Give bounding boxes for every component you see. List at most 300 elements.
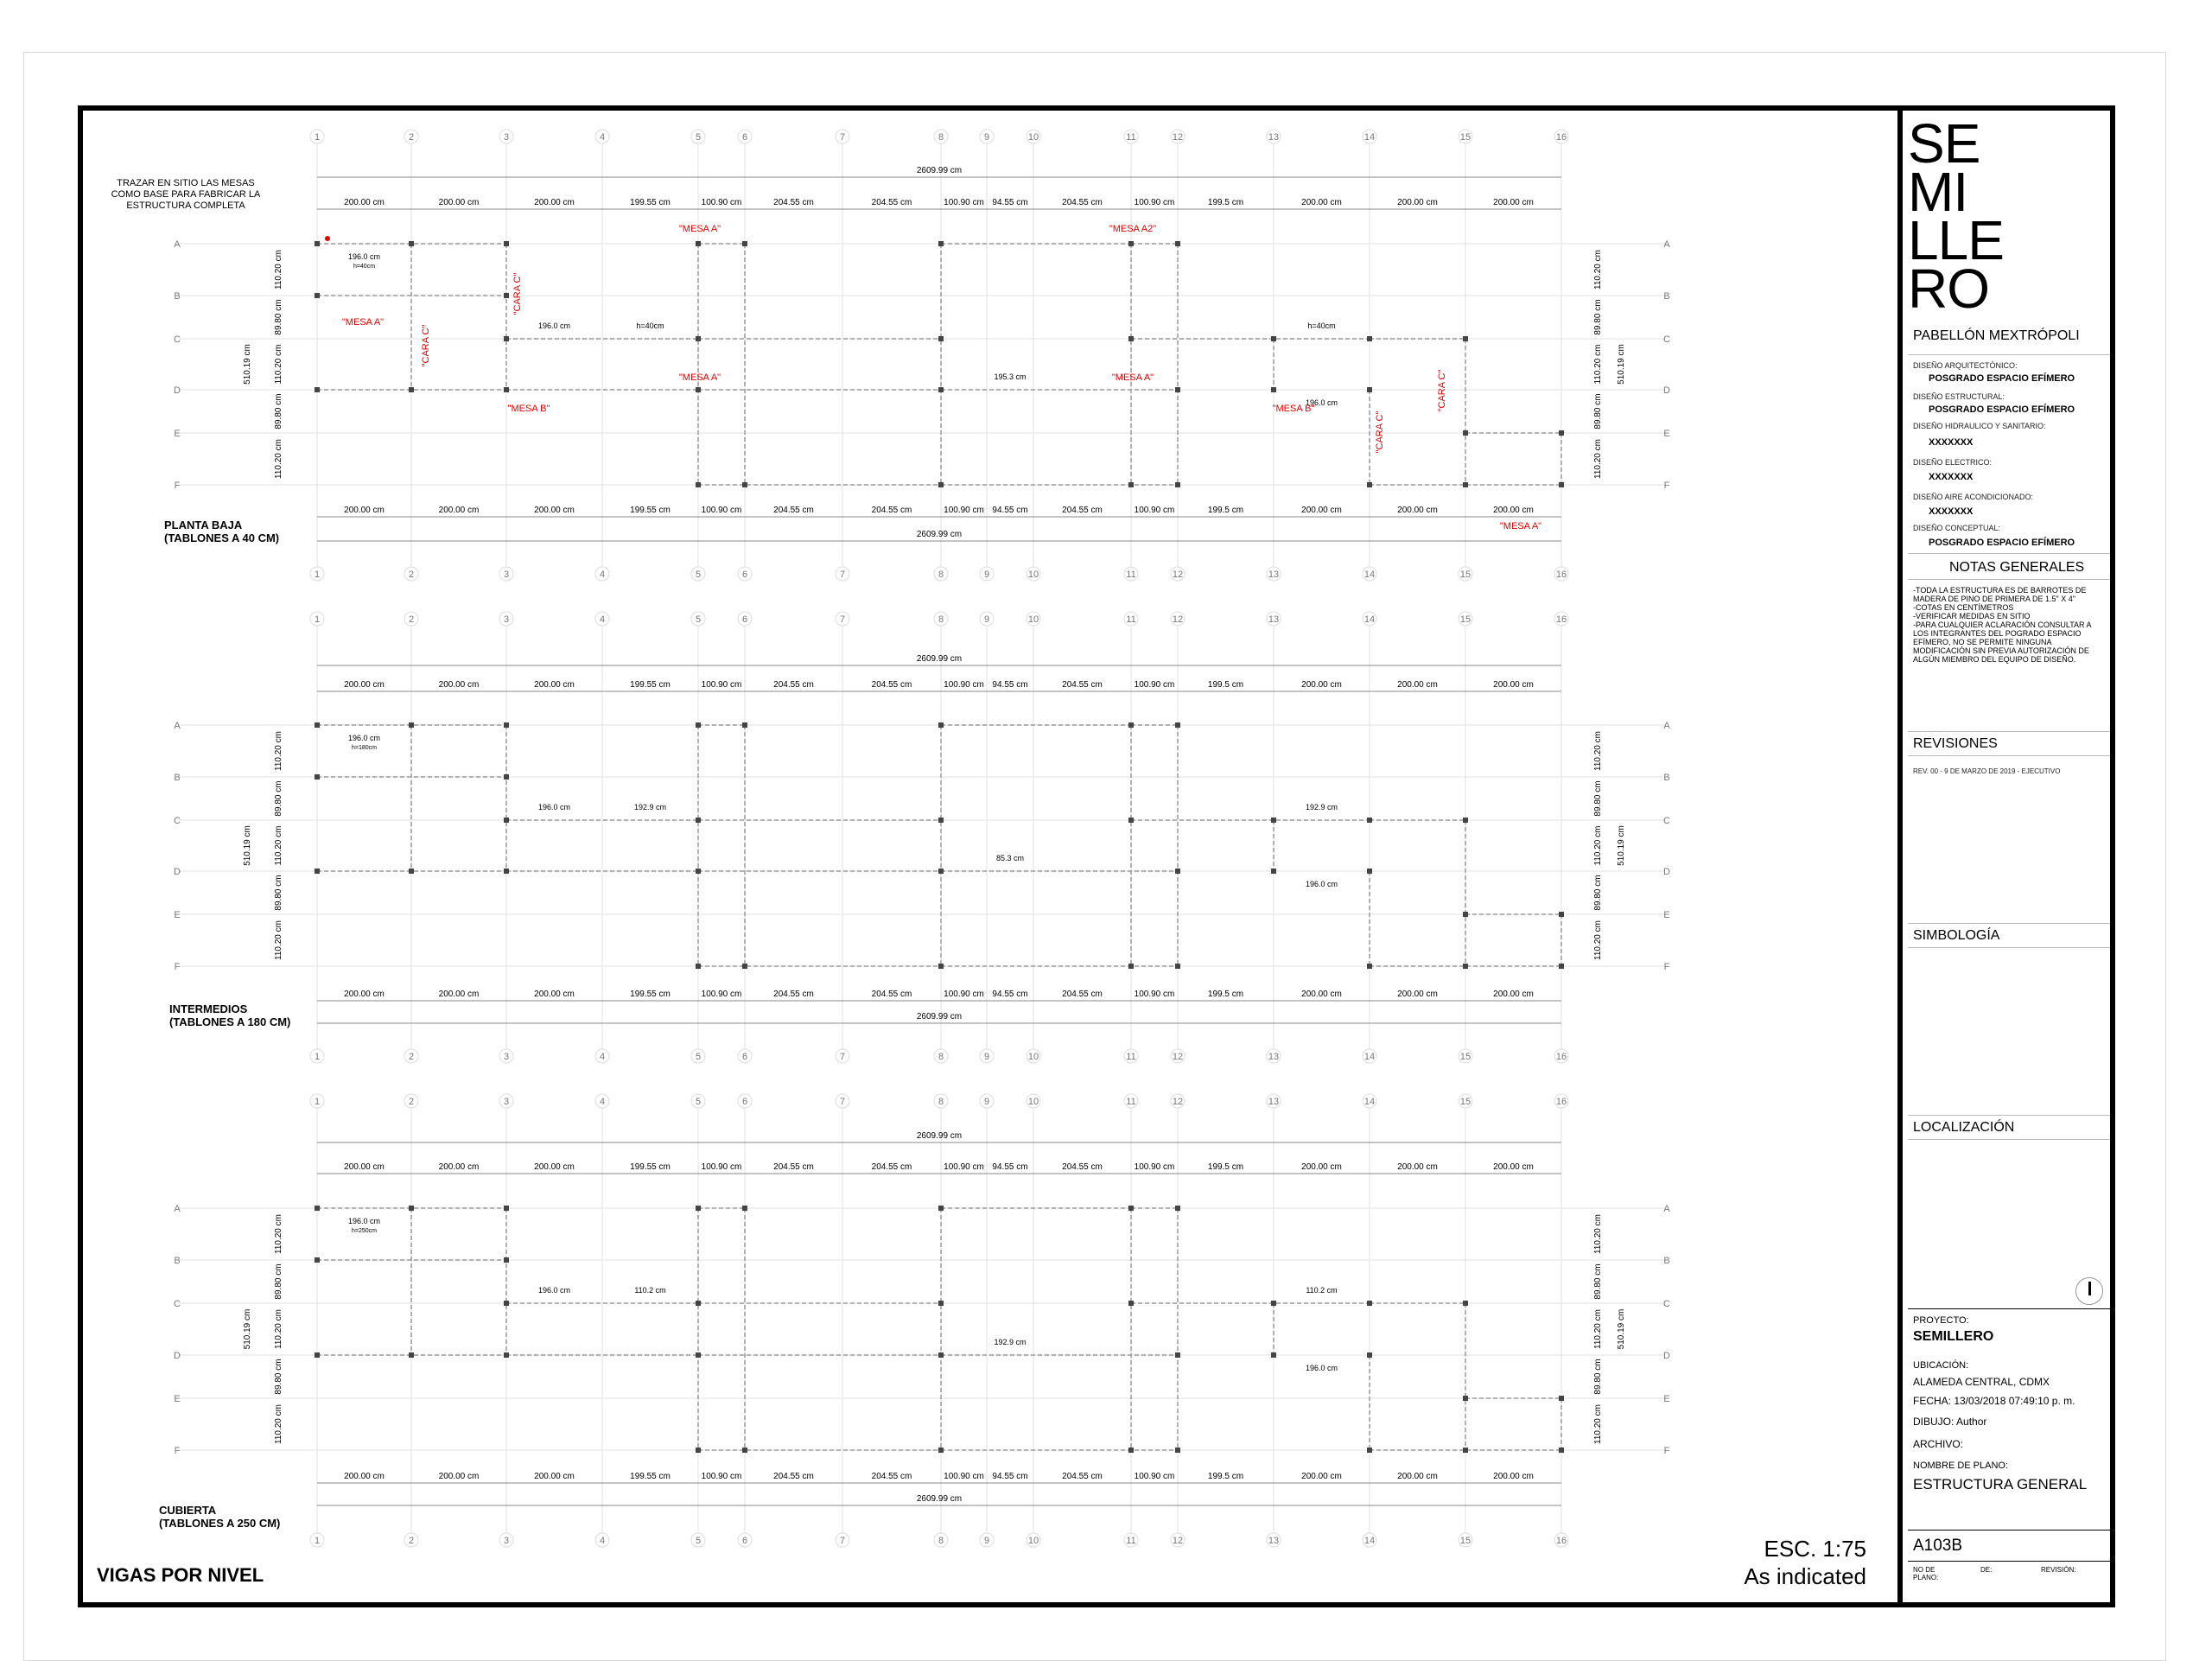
title-block bbox=[1897, 111, 2110, 1602]
grid-bubble-label: C bbox=[1663, 816, 1670, 826]
joint-marker bbox=[1463, 818, 1468, 823]
project-label: PROYECTO: bbox=[1913, 1315, 1969, 1326]
general-notes: -TODA LA ESTRUCTURA ES DE BARROTES DE MADERA DE PINO DE PRIMERA DE 1.5" X 4" -COTAS EN CENTÍMETROS -VERIFICAR MEDIDAS EN SITIO -PARA CUALQUIER ACLARACIÓN CONSULTAR A LOS INTEGRANTES DEL POGRADO ESPACIO EFÍMERO, NO SE PERMITE NINGUNA MODIFICACIÓN SIN PREVIA AUTORIZACIÓN DE ALGÚN MIEMBRO DEL EQUIPO DE DISEÑO. bbox=[1913, 586, 2092, 664]
grid-bubble-label: 10 bbox=[1027, 570, 1039, 580]
grid-bubble-label: B bbox=[1663, 1256, 1670, 1266]
row-spacing-label: 110.20 cm bbox=[274, 825, 283, 866]
grid-bubble-label: 11 bbox=[1126, 1052, 1136, 1062]
grid-bubble-label: 12 bbox=[1172, 132, 1184, 143]
grid-bubble-label: 9 bbox=[983, 614, 990, 625]
grid-bubble-label: 9 bbox=[983, 570, 990, 580]
beam-length-label: 196.0 cm bbox=[347, 252, 381, 261]
grid-bubble-label: 9 bbox=[983, 1536, 990, 1546]
grid-bubble-label: 2 bbox=[408, 1052, 415, 1062]
joint-marker bbox=[409, 1206, 414, 1211]
scale-label: ESC. 1:75 As indicated bbox=[1744, 1536, 1866, 1589]
grid-bubble-label: 5 bbox=[695, 1097, 702, 1107]
grid-bubble-label: 7 bbox=[839, 1097, 846, 1107]
footer-label: DE: bbox=[1980, 1566, 1993, 1574]
beam-length-label: 192.9 cm bbox=[633, 803, 667, 811]
row-spacing-label: 110.20 cm bbox=[274, 731, 283, 771]
grid-bubble-label: 4 bbox=[599, 570, 606, 580]
grid-bubble-label: D bbox=[1663, 385, 1670, 396]
credit-label: DISEÑO ELECTRICO: bbox=[1913, 458, 1993, 467]
plan-name-label: NOMBRE DE PLANO: bbox=[1913, 1461, 2009, 1471]
beam-length-label: 85.3 cm bbox=[995, 854, 1025, 862]
beam-length-label: 110.2 cm bbox=[634, 1286, 666, 1295]
joint-marker bbox=[1175, 964, 1180, 969]
grid-bubble-label: 3 bbox=[503, 1097, 510, 1107]
spacing-label: 199.55 cm bbox=[630, 990, 671, 999]
grid-bubble-label: 14 bbox=[1363, 132, 1376, 143]
beam-length-label: 196.0 cm bbox=[537, 803, 571, 811]
grid-bubble-label: 13 bbox=[1268, 1097, 1280, 1107]
grid-bubble-label: 14 bbox=[1363, 614, 1376, 625]
spacing-label: 100.90 cm bbox=[701, 680, 742, 690]
joint-marker bbox=[1271, 387, 1276, 392]
grid-bubble-label: 1 bbox=[314, 132, 321, 143]
revision-entry: REV. 00 - 9 DE MARZO DE 2019 - EJECUTIVO bbox=[1913, 767, 2061, 775]
credit-value: POSGRADO ESPACIO EFÍMERO bbox=[1929, 538, 2075, 548]
spacing-label: 200.00 cm bbox=[438, 198, 480, 207]
grid-bubble-label: 4 bbox=[599, 1536, 606, 1546]
grid-bubble-label: 12 bbox=[1172, 570, 1184, 580]
grid-bubble-label: 9 bbox=[983, 1097, 990, 1107]
row-spacing-label: 110.20 cm bbox=[274, 920, 283, 960]
grid-bubble-label: 16 bbox=[1555, 132, 1567, 143]
joint-marker bbox=[504, 1206, 509, 1211]
project-name: SEMILLERO bbox=[1913, 1329, 1994, 1344]
joint-marker bbox=[1175, 1352, 1180, 1358]
joint-marker bbox=[1367, 1352, 1372, 1358]
joint-marker bbox=[938, 869, 944, 874]
joint-marker bbox=[504, 1301, 509, 1306]
spacing-label: 200.00 cm bbox=[1301, 506, 1342, 515]
beam-length-label: 196.0 cm bbox=[1305, 1364, 1338, 1372]
joint-marker bbox=[1128, 482, 1134, 487]
table-label: "MESA B" bbox=[507, 404, 550, 414]
grid-bubble-label: 11 bbox=[1126, 1536, 1136, 1546]
grid-bubble-label: F bbox=[174, 962, 181, 972]
spacing-label: 200.00 cm bbox=[1301, 1472, 1342, 1481]
joint-marker bbox=[409, 869, 414, 874]
grid-bubble-label: 4 bbox=[599, 1097, 606, 1107]
joint-marker bbox=[696, 1448, 701, 1453]
table-label: "MESA A" bbox=[1111, 372, 1154, 383]
grid-bubble-label: 4 bbox=[599, 614, 606, 625]
joint-marker bbox=[1463, 430, 1468, 436]
grid-bubble-label: 13 bbox=[1268, 570, 1280, 580]
joint-marker bbox=[1271, 818, 1276, 823]
grid-bubble-label: 9 bbox=[983, 132, 990, 143]
spacing-label: 94.55 cm bbox=[992, 1472, 1028, 1481]
joint-marker bbox=[1559, 1448, 1564, 1453]
grid-bubble-label: A bbox=[174, 721, 181, 731]
grid-bubble-label: 10 bbox=[1027, 1052, 1039, 1062]
spacing-label: 199.55 cm bbox=[630, 1162, 671, 1172]
spacing-label: 94.55 cm bbox=[992, 198, 1028, 207]
joint-marker bbox=[742, 722, 747, 728]
grid-bubble-label: C bbox=[1663, 334, 1670, 345]
spacing-label: 100.90 cm bbox=[1134, 990, 1175, 999]
joint-marker bbox=[315, 722, 320, 728]
joint-marker bbox=[938, 482, 944, 487]
spacing-label: 200.00 cm bbox=[534, 198, 575, 207]
spacing-label: 204.55 cm bbox=[1062, 506, 1103, 515]
grid-bubble-label: 5 bbox=[695, 570, 702, 580]
row-spacing-label: 89.80 cm bbox=[274, 1359, 283, 1395]
spacing-label: 100.90 cm bbox=[944, 1472, 984, 1481]
spacing-label: 204.55 cm bbox=[871, 680, 912, 690]
joint-marker bbox=[1559, 482, 1564, 487]
joint-marker bbox=[938, 241, 944, 246]
location-value: ALAMEDA CENTRAL, CDMX bbox=[1913, 1376, 2050, 1388]
plan-title-roof: CUBIERTA (TABLONES A 250 CM) bbox=[159, 1504, 281, 1530]
footer-label: NO DE PLANO: bbox=[1913, 1566, 1939, 1581]
grid-bubble-label: B bbox=[174, 291, 181, 302]
spacing-label: 200.00 cm bbox=[1397, 1162, 1438, 1172]
grid-bubble-label: 12 bbox=[1172, 1052, 1184, 1062]
spacing-label: 204.55 cm bbox=[871, 1472, 912, 1481]
spacing-label: 199.5 cm bbox=[1207, 680, 1244, 690]
revisions-title: REVISIONES bbox=[1913, 736, 1998, 751]
grid-bubble-label: 3 bbox=[503, 132, 510, 143]
credit-label: DISEÑO ARQUITECTÓNICO: bbox=[1913, 361, 2018, 370]
beam-length-label: 192.9 cm bbox=[1305, 803, 1338, 811]
joint-marker bbox=[315, 1352, 320, 1358]
grid-bubble-label: B bbox=[174, 773, 181, 783]
grid-bubble-label: E bbox=[1663, 1394, 1670, 1404]
row-spacing-label: 89.80 cm bbox=[1593, 875, 1603, 911]
grid-bubble-label: 4 bbox=[599, 1052, 606, 1062]
spacing-label: 200.00 cm bbox=[1301, 680, 1342, 690]
spacing-label: 199.55 cm bbox=[630, 198, 671, 207]
spacing-label: 204.55 cm bbox=[871, 990, 912, 999]
row-spacing-label: 110.20 cm bbox=[1593, 920, 1603, 960]
joint-marker bbox=[938, 722, 944, 728]
sheet-number: A103B bbox=[1913, 1537, 1963, 1555]
spacing-label: 204.55 cm bbox=[1062, 680, 1103, 690]
grid-bubble-label: 8 bbox=[938, 1536, 944, 1546]
grid-bubble-label: 8 bbox=[938, 614, 944, 625]
joint-marker bbox=[1175, 869, 1180, 874]
spacing-label: 100.90 cm bbox=[1134, 198, 1175, 207]
logo: SE MI LLE RO bbox=[1908, 112, 2004, 320]
spacing-label: 199.5 cm bbox=[1207, 990, 1244, 999]
spacing-label: 100.90 cm bbox=[701, 198, 742, 207]
grid-bubble-label: 8 bbox=[938, 1052, 944, 1062]
beam-length-label: 196.0 cm bbox=[347, 734, 381, 742]
joint-marker bbox=[742, 1448, 747, 1453]
joint-marker bbox=[696, 241, 701, 246]
spacing-label: 200.00 cm bbox=[1493, 1162, 1534, 1172]
joint-marker bbox=[504, 1257, 509, 1263]
joint-marker bbox=[1271, 1352, 1276, 1358]
grid-bubble-label: 5 bbox=[695, 1536, 702, 1546]
grid-bubble-label: 5 bbox=[695, 1052, 702, 1062]
joint-marker bbox=[504, 293, 509, 298]
total-depth-label: 510.19 cm bbox=[243, 825, 252, 866]
table-label: "MESA A" bbox=[1499, 521, 1542, 531]
joint-marker bbox=[742, 1206, 747, 1211]
joint-marker bbox=[1175, 1448, 1180, 1453]
spacing-label: 199.55 cm bbox=[630, 506, 671, 515]
grid-bubble-label: 7 bbox=[839, 1052, 846, 1062]
grid-bubble-label: A bbox=[1663, 1204, 1670, 1214]
spacing-label: 100.90 cm bbox=[1134, 506, 1175, 515]
row-spacing-label: 110.20 cm bbox=[1593, 344, 1603, 385]
spacing-label: 200.00 cm bbox=[438, 1472, 480, 1481]
joint-marker bbox=[742, 241, 747, 246]
grid-bubble-label: 6 bbox=[741, 614, 748, 625]
grid-bubble-label: 11 bbox=[1126, 132, 1136, 143]
grid-bubble-label: 12 bbox=[1172, 614, 1184, 625]
north-arrow-icon bbox=[2075, 1277, 2103, 1305]
location-title: LOCALIZACIÓN bbox=[1913, 1120, 2015, 1135]
row-spacing-label: 110.20 cm bbox=[1593, 250, 1603, 290]
joint-marker bbox=[1463, 964, 1468, 969]
spacing-label: 199.5 cm bbox=[1207, 198, 1244, 207]
joint-marker bbox=[315, 1206, 320, 1211]
grid-bubble-label: 7 bbox=[839, 614, 846, 625]
row-spacing-label: 110.20 cm bbox=[274, 1309, 283, 1349]
spacing-label: 200.00 cm bbox=[1397, 198, 1438, 207]
joint-marker bbox=[1128, 722, 1134, 728]
spacing-label: 200.00 cm bbox=[534, 506, 575, 515]
spacing-label: 200.00 cm bbox=[344, 506, 385, 515]
grid-bubble-label: D bbox=[174, 1351, 181, 1361]
joint-marker bbox=[409, 387, 414, 392]
joint-marker bbox=[1463, 912, 1468, 917]
beam-length-label: h=40cm bbox=[1307, 321, 1336, 330]
spacing-label: 100.90 cm bbox=[944, 198, 984, 207]
spacing-label: 100.90 cm bbox=[1134, 680, 1175, 690]
credit-label: DISEÑO CONCEPTUAL: bbox=[1913, 524, 2001, 532]
joint-marker bbox=[315, 387, 320, 392]
spacing-label: 204.55 cm bbox=[1062, 1162, 1103, 1172]
grid-bubble-label: E bbox=[174, 429, 181, 439]
joint-marker bbox=[315, 1257, 320, 1263]
spacing-label: 200.00 cm bbox=[438, 990, 480, 999]
joint-marker bbox=[1128, 1301, 1134, 1306]
spacing-label: 200.00 cm bbox=[438, 506, 480, 515]
spacing-label: 199.5 cm bbox=[1207, 1162, 1244, 1172]
spacing-label: 204.55 cm bbox=[773, 1472, 814, 1481]
date-value: FECHA: 13/03/2018 07:49:10 p. m. bbox=[1913, 1395, 2075, 1407]
plan-name: ESTRUCTURA GENERAL bbox=[1913, 1476, 2088, 1492]
row-spacing-label: 110.20 cm bbox=[274, 1404, 283, 1444]
grid-bubble-label: 10 bbox=[1027, 614, 1039, 625]
joint-marker bbox=[504, 336, 509, 341]
file-label: ARCHIVO: bbox=[1913, 1438, 1964, 1450]
spacing-label: 100.90 cm bbox=[944, 506, 984, 515]
joint-marker bbox=[409, 722, 414, 728]
grid-bubble-label: E bbox=[174, 1394, 181, 1404]
spacing-label: 200.00 cm bbox=[1493, 506, 1534, 515]
joint-marker bbox=[938, 1448, 944, 1453]
joint-marker bbox=[1463, 482, 1468, 487]
beam-length-label: 196.0 cm bbox=[1305, 880, 1338, 888]
joint-marker bbox=[1271, 1301, 1276, 1306]
grid-bubble-label: E bbox=[1663, 429, 1670, 439]
joint-marker bbox=[1128, 964, 1134, 969]
joint-marker bbox=[938, 964, 944, 969]
grid-bubble-label: A bbox=[1663, 721, 1670, 731]
spacing-label: 94.55 cm bbox=[992, 1162, 1028, 1172]
spacing-label: 94.55 cm bbox=[992, 506, 1028, 515]
row-spacing-label: 89.80 cm bbox=[274, 299, 283, 335]
symbology-title: SIMBOLOGÍA bbox=[1913, 928, 2000, 943]
grid-bubble-label: 15 bbox=[1459, 1052, 1471, 1062]
total-length-label: 2609.99 cm bbox=[916, 1012, 963, 1021]
grid-bubble-label: 6 bbox=[741, 1097, 748, 1107]
grid-bubble-label: F bbox=[174, 1446, 181, 1456]
grid-bubble-label: F bbox=[1663, 962, 1670, 972]
grid-bubble-label: 16 bbox=[1555, 1097, 1567, 1107]
spacing-label: 200.00 cm bbox=[1493, 680, 1534, 690]
grid-bubble-label: 2 bbox=[408, 614, 415, 625]
spacing-label: 200.00 cm bbox=[1397, 1472, 1438, 1481]
joint-marker bbox=[315, 774, 320, 780]
grid-bubble-label: 3 bbox=[503, 1536, 510, 1546]
spacing-label: 200.00 cm bbox=[1301, 1162, 1342, 1172]
row-spacing-label: 110.20 cm bbox=[274, 250, 283, 290]
spacing-label: 100.90 cm bbox=[944, 990, 984, 999]
joint-marker bbox=[504, 869, 509, 874]
beam-length-label: 196.0 cm bbox=[347, 1217, 381, 1225]
spacing-label: 204.55 cm bbox=[871, 1162, 912, 1172]
row-spacing-label: 110.20 cm bbox=[1593, 825, 1603, 866]
grid-bubble-label: C bbox=[1663, 1299, 1670, 1309]
grid-bubble-label: 15 bbox=[1459, 614, 1471, 625]
table-label: "MESA B" bbox=[1272, 404, 1315, 414]
joint-marker bbox=[1128, 1448, 1134, 1453]
grid-bubble-label: 2 bbox=[408, 132, 415, 143]
spacing-label: 199.5 cm bbox=[1207, 506, 1244, 515]
grid-bubble-label: 10 bbox=[1027, 1536, 1039, 1546]
spacing-label: 200.00 cm bbox=[344, 1472, 385, 1481]
spacing-label: 200.00 cm bbox=[438, 1162, 480, 1172]
joint-marker bbox=[1559, 1396, 1564, 1401]
joint-marker bbox=[1559, 430, 1564, 436]
joint-marker bbox=[696, 336, 701, 341]
spacing-label: 204.55 cm bbox=[871, 506, 912, 515]
grid-bubble-label: 10 bbox=[1027, 1097, 1039, 1107]
grid-bubble-label: 15 bbox=[1459, 1536, 1471, 1546]
joint-marker bbox=[1367, 964, 1372, 969]
origin-marker-icon bbox=[325, 236, 330, 241]
row-spacing-label: 89.80 cm bbox=[1593, 393, 1603, 430]
spacing-label: 204.55 cm bbox=[773, 1162, 814, 1172]
joint-marker bbox=[696, 1206, 701, 1211]
plan-title-ground: PLANTA BAJA (TABLONES A 40 CM) bbox=[164, 519, 280, 544]
table-label: "CARA C" bbox=[1375, 410, 1385, 454]
table-label: "MESA A" bbox=[678, 372, 721, 383]
spacing-label: 200.00 cm bbox=[1301, 990, 1342, 999]
total-length-label: 2609.99 cm bbox=[916, 166, 963, 175]
spacing-label: 100.90 cm bbox=[701, 1162, 742, 1172]
spacing-label: 199.55 cm bbox=[630, 680, 671, 690]
spacing-label: 204.55 cm bbox=[773, 506, 814, 515]
beam-length-label: 196.0 cm bbox=[1305, 398, 1338, 407]
grid-bubble-label: B bbox=[1663, 773, 1670, 783]
grid-bubble-label: D bbox=[1663, 867, 1670, 877]
grid-bubble-label: 12 bbox=[1172, 1097, 1184, 1107]
total-depth-label: 510.19 cm bbox=[243, 344, 252, 385]
joint-marker bbox=[1175, 241, 1180, 246]
row-spacing-label: 89.80 cm bbox=[274, 780, 283, 817]
row-spacing-label: 110.20 cm bbox=[274, 439, 283, 479]
grid-bubble-label: C bbox=[174, 816, 181, 826]
joint-marker bbox=[1463, 336, 1468, 341]
grid-bubble-label: 6 bbox=[741, 570, 748, 580]
joint-marker bbox=[504, 774, 509, 780]
joint-marker bbox=[1367, 336, 1372, 341]
table-label: "CARA C" bbox=[512, 272, 523, 315]
joint-marker bbox=[1175, 1206, 1180, 1211]
beam-length-label: 195.3 cm bbox=[994, 372, 1027, 381]
table-label: "MESA A2" bbox=[1109, 224, 1157, 234]
grid-bubble-label: 15 bbox=[1459, 570, 1471, 580]
grid-bubble-label: 13 bbox=[1268, 132, 1280, 143]
grid-bubble-label: 2 bbox=[408, 1097, 415, 1107]
grid-bubble-label: 16 bbox=[1555, 570, 1567, 580]
joint-marker bbox=[696, 722, 701, 728]
beam-length-label: 110.2 cm bbox=[1306, 1286, 1338, 1295]
grid-bubble-label: F bbox=[1663, 1446, 1670, 1456]
joint-marker bbox=[1559, 964, 1564, 969]
joint-marker bbox=[1559, 912, 1564, 917]
spacing-label: 204.55 cm bbox=[1062, 198, 1103, 207]
joint-marker bbox=[696, 869, 701, 874]
grid-bubble-label: 14 bbox=[1363, 1097, 1376, 1107]
grid-bubble-label: 11 bbox=[1126, 614, 1136, 625]
spacing-label: 100.90 cm bbox=[701, 990, 742, 999]
credit-value: POSGRADO ESPACIO EFÍMERO bbox=[1929, 404, 2075, 415]
row-spacing-label: 110.20 cm bbox=[1593, 439, 1603, 479]
joint-marker bbox=[1367, 482, 1372, 487]
top-note: TRAZAR EN SITIO LAS MESAS COMO BASE PARA FABRICAR LA ESTRUCTURA COMPLETA bbox=[111, 178, 261, 211]
table-label: "MESA A" bbox=[341, 317, 385, 328]
credit-label: DISEÑO AIRE ACONDICIONADO: bbox=[1913, 493, 2034, 501]
row-spacing-label: 89.80 cm bbox=[1593, 1359, 1603, 1395]
spacing-label: 200.00 cm bbox=[534, 680, 575, 690]
row-spacing-label: 89.80 cm bbox=[274, 875, 283, 911]
credit-value: XXXXXXX bbox=[1929, 506, 1974, 517]
joint-marker bbox=[696, 387, 701, 392]
spacing-label: 204.55 cm bbox=[773, 680, 814, 690]
grid-bubble-label: 15 bbox=[1459, 132, 1471, 143]
spacing-label: 200.00 cm bbox=[1493, 1472, 1534, 1481]
spacing-label: 204.55 cm bbox=[1062, 990, 1103, 999]
joint-marker bbox=[504, 818, 509, 823]
grid-bubble-label: 13 bbox=[1268, 1052, 1280, 1062]
joint-marker bbox=[409, 241, 414, 246]
joint-marker bbox=[1175, 387, 1180, 392]
grid-bubble-label: 5 bbox=[695, 132, 702, 143]
grid-bubble-label: 10 bbox=[1027, 132, 1039, 143]
grid-bubble-label: 2 bbox=[408, 1536, 415, 1546]
joint-marker bbox=[938, 1301, 944, 1306]
spacing-label: 200.00 cm bbox=[1397, 680, 1438, 690]
beam-length-label: 192.9 cm bbox=[994, 1338, 1027, 1346]
spacing-label: 204.55 cm bbox=[773, 990, 814, 999]
table-label: "CARA C" bbox=[421, 324, 431, 367]
joint-marker bbox=[1367, 1448, 1372, 1453]
joint-marker bbox=[1367, 818, 1372, 823]
joint-marker bbox=[696, 1301, 701, 1306]
joint-marker bbox=[696, 1352, 701, 1358]
